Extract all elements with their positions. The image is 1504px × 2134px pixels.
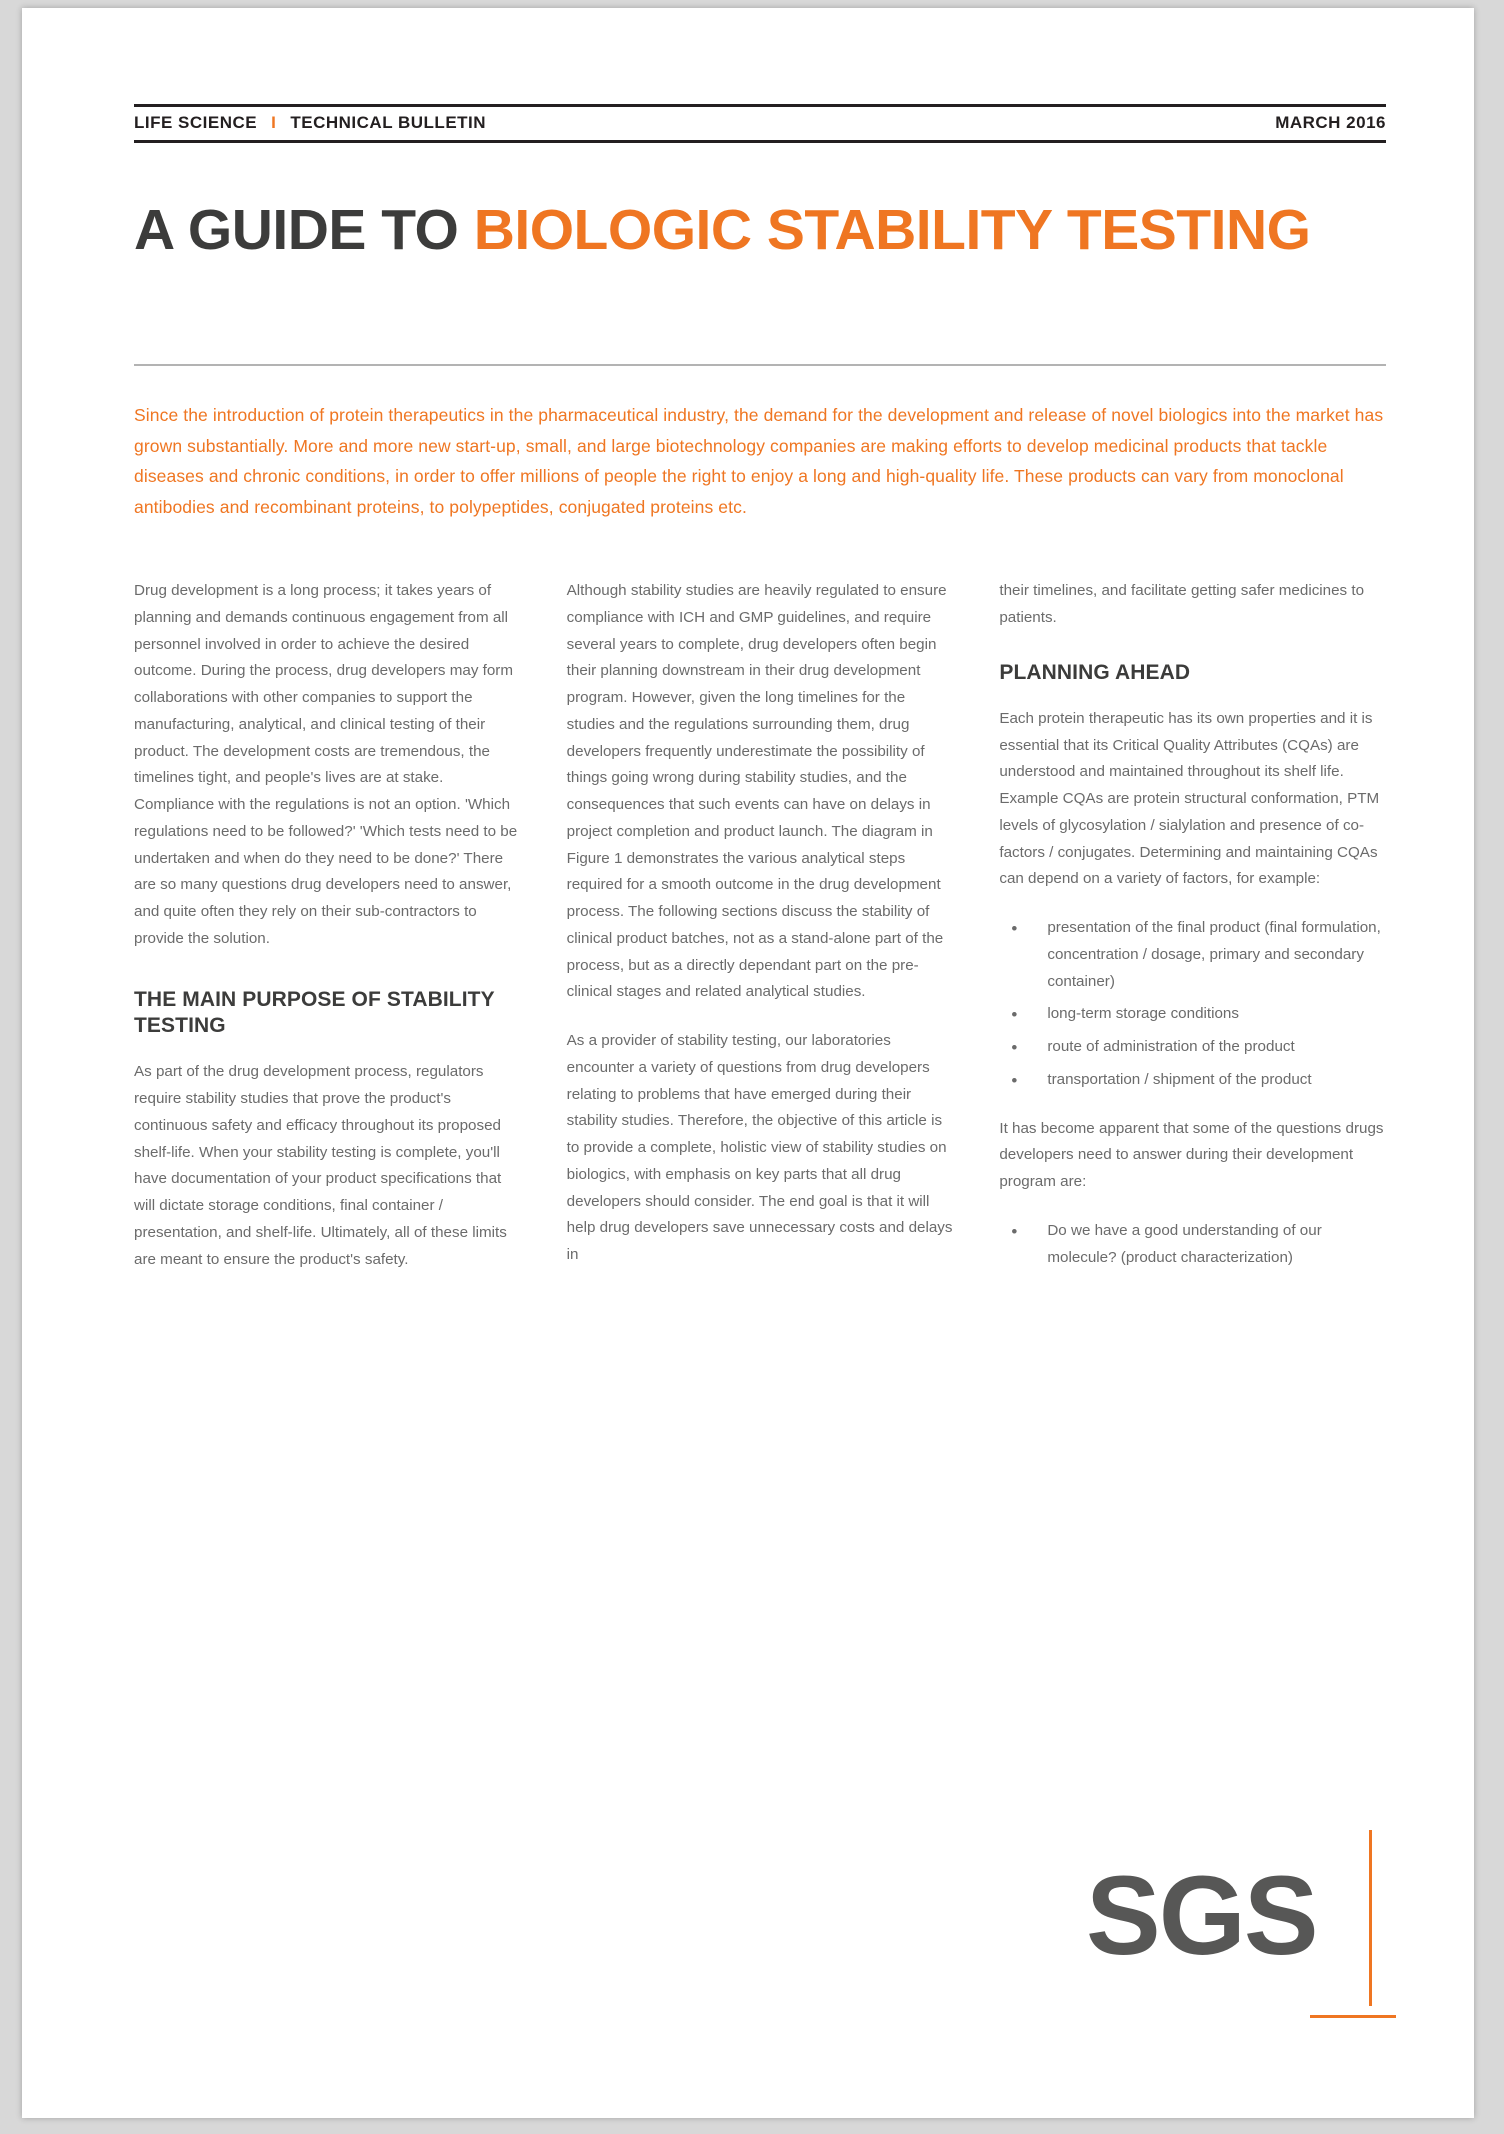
col3-bullet-list-2 (999, 1218, 1386, 1272)
title-plain: A GUIDE TO (134, 198, 474, 262)
col2-paragraph-2: As a provider of stability testing, our laboratories encounter a variety of questions from drug developers relating to problems that have emerged during their stability studies. Therefore, the objective of this article is to provide a complete, holistic view of stability studies on biologics, with emphasis on key parts that all drug developers should consider. The end goal is that it will help drug developers save unnecessary costs and delays in (566, 1032, 953, 1264)
column-3 (999, 578, 1386, 1295)
header-date: MARCH 2016 (1275, 113, 1386, 132)
list-item: • route of administration of the product (999, 1034, 1386, 1061)
list-item: • presentation of the final product (final formulation, concentration / dosage, primary and secondary container) (999, 915, 1386, 995)
kicker-life-science: LIFE SCIENCE (134, 113, 258, 132)
title-divider (134, 364, 1386, 366)
sgs-logo-text: SGS (1086, 1853, 1317, 1978)
col3-paragraph-3: It has become apparent that some of the questions drugs developers need to answer during their development program are: (999, 1119, 1384, 1191)
lead-paragraph: Since the introduction of protein therapeutics in the pharmaceutical industry, the demand for the development and release of novel biologics into the market has grown substantially. More and more new start-up, small, and large biotechnology companies are making efforts to develop medicinal products that tackle diseases and chronic conditions, in order to offer millions of people the right to enjoy a long and high-quality life. These products can vary from monoclonal antibodies and recombinant proteins, to polypeptides, conjugated proteins etc. (134, 405, 1384, 517)
col1-section-heading: THE MAIN PURPOSE OF STABILITY TESTING (134, 987, 495, 1037)
list-item: • long-term storage conditions (999, 1001, 1386, 1028)
document-header (134, 104, 1386, 143)
page-title (134, 198, 1386, 262)
kicker-separator: I (271, 113, 277, 132)
kicker-technical-bulletin: TECHNICAL BULLETIN (290, 113, 487, 132)
col1-paragraph-1: Drug development is a long process; it takes years of planning and demands continuous engagement from all personnel involved in order to achieve the desired outcome. During the process, drug developers may form collaborations with other companies to support the manufacturing, analytical, and clinical testing of their product. The development costs are tremendous, the timelines tight, and people's lives are at stake. Compliance with the regulations is not an option. 'Which regulations need to be followed?' 'Which tests need to be undertaken and when do they need to be done?' There are so many questions drug developers need to answer, and quite often they rely on their sub-contractors to provide the solution. (134, 582, 518, 947)
list-item: • transportation / shipment of the product (999, 1067, 1386, 1094)
article-columns (134, 578, 1386, 1295)
column-1 (134, 578, 521, 1295)
col2-paragraph-1: Although stability studies are heavily regulated to ensure compliance with ICH and GMP guidelines, and require several years to complete, drug developers often begin their planning downstream in their drug development program. However, given the long timelines for the studies and the regulations surrounding them, drug developers frequently underestimate the possibility of things going wrong during stability studies, and the consequences that such events can have on delays in project completion and product launch. The diagram in Figure 1 demonstrates the various analytical steps required for a smooth outcome in the drug development process. The following sections discuss the stability of clinical product batches, not as a stand-alone part of the process, but as a directly dependant part on the pre-clinical stages and related analytical studies. (566, 582, 947, 1001)
document-content (134, 104, 1386, 1295)
header-kicker (134, 113, 486, 133)
sgs-logo (1086, 1853, 1386, 2010)
col3-paragraph-2: Each protein therapeutic has its own properties and it is essential that its Critical Quality Attributes (CQAs) are understood and maintained throughout its shelf life. Example CQAs are protein structural conformation, PTM levels of glycosylation / sialylation and presence of co-factors / conjugates. Determining and maintaining CQAs can depend on a variety of factors, for example: (999, 709, 1380, 888)
col1-paragraph-2: As part of the drug development process, regulators require stability studies that prove the product's continuous safety and efficacy throughout its proposed shelf-life. When your stability testing is complete, you'll have documentation of your product specifications that will dictate storage conditions, final container / presentation, and shelf-life. Ultimately, all of these limits are meant to ensure the product's safety. (134, 1063, 507, 1268)
sgs-logo-horizontal-bar (1310, 2015, 1396, 2018)
col3-paragraph-1: their timelines, and facilitate getting safer medicines to patients. (999, 582, 1365, 626)
title-highlight: BIOLOGIC STABILITY TESTING (473, 198, 1311, 262)
document-sheet (22, 8, 1474, 2118)
sgs-logo-vertical-bar (1369, 1830, 1372, 2006)
col3-section-heading: PLANNING AHEAD (999, 660, 1191, 684)
column-2 (567, 578, 954, 1295)
col3-bullet-list-1 (999, 915, 1386, 1094)
list-item: • Do we have a good understanding of our molecule? (product characterization) (999, 1218, 1386, 1272)
